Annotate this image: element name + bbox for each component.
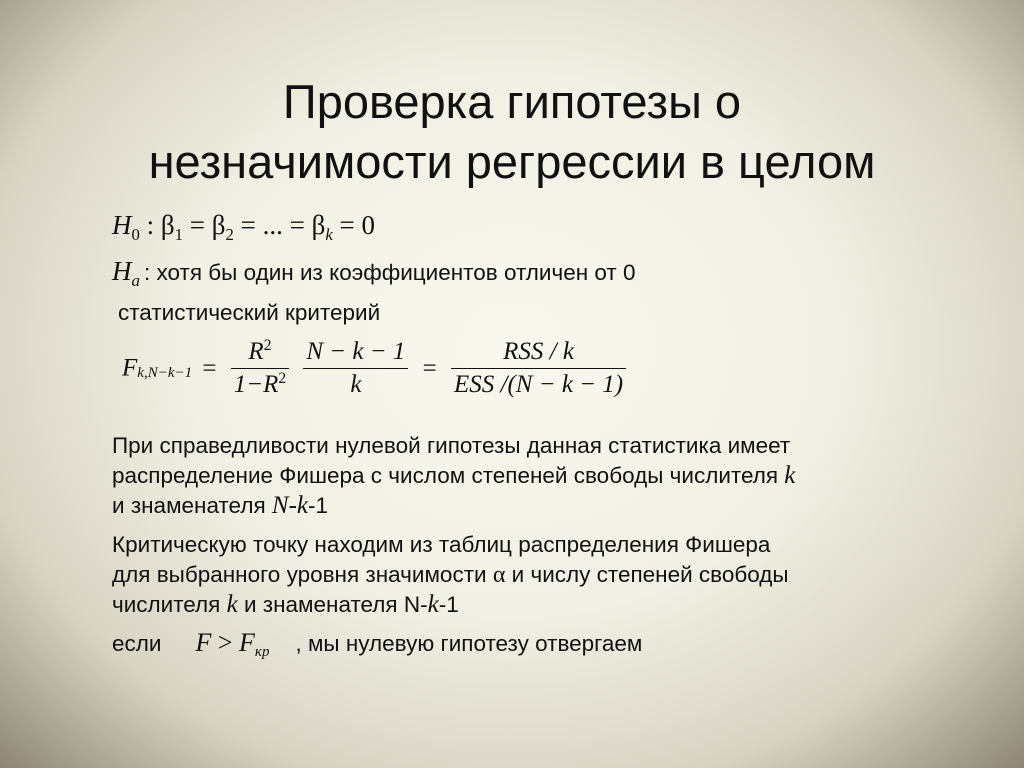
h0-beta-1: β xyxy=(160,210,175,240)
para2-k2: k xyxy=(427,591,439,618)
h0-beta-k: β xyxy=(311,210,326,240)
h0-eq-1: = xyxy=(183,210,212,240)
paragraph-fisher-distribution xyxy=(112,431,795,521)
para2-line-2-text: для выбранного уровня значимости xyxy=(112,562,493,587)
para1-k: k xyxy=(784,462,796,489)
frac3-den: ESS /(N − k − 1) xyxy=(454,371,624,398)
para1-line-3 xyxy=(112,491,795,521)
fraction-rss-ess xyxy=(451,338,626,399)
para2-line-2-end: и числу степеней свободы xyxy=(505,562,789,587)
f-equals-1: = xyxy=(202,354,217,382)
frac1-den: 1−R xyxy=(233,371,279,398)
h0-eq-2: = ... = xyxy=(233,210,312,240)
fraction-r-squared xyxy=(231,338,289,399)
para2-line-3-text: числителя xyxy=(112,592,227,617)
slide-title xyxy=(60,72,964,192)
condition-conclusion: , мы нулевую гипотезу отвергаем xyxy=(295,631,643,656)
para1-line-2-text: распределение Фишера с числом степеней свободы числителя xyxy=(112,463,785,488)
frac1-num-sup: 2 xyxy=(263,337,272,355)
f-equals-2: = xyxy=(422,354,437,382)
para2-minus-one: -1 xyxy=(438,592,459,617)
title-line-1: Проверка гипотезы о xyxy=(282,75,742,128)
frac1-num: R xyxy=(248,338,264,365)
frac2-den: k xyxy=(350,371,362,398)
condition-gt: > xyxy=(211,628,240,657)
frac1-den-sup: 2 xyxy=(278,370,287,388)
ha-subscript: a xyxy=(131,270,140,290)
para1-minus-one: -1 xyxy=(308,493,329,518)
h0-beta-2: β xyxy=(211,210,226,240)
para2-line-2 xyxy=(112,560,789,590)
ha-text: : хотя бы один из коэффициентов отличен от 0 xyxy=(144,260,636,285)
alternative-hypothesis xyxy=(112,256,636,290)
f-statistic-formula xyxy=(122,338,630,399)
frac3-num: RSS / k xyxy=(451,338,626,369)
h0-eq-zero: = 0 xyxy=(332,210,376,240)
frac2-num: N − k − 1 xyxy=(303,338,408,369)
alpha-symbol: α xyxy=(492,562,506,588)
para1-line-1: При справедливости нулевой гипотезы данная статистика имеет xyxy=(112,433,791,458)
null-hypothesis xyxy=(112,210,376,244)
h0-beta-1-sub: 1 xyxy=(174,224,184,244)
h0-symbol: H xyxy=(112,210,132,240)
ha-symbol: H xyxy=(112,256,132,286)
h0-colon: : xyxy=(146,210,155,240)
f-lhs-subscript: k,N−k−1 xyxy=(137,365,193,382)
h0-subscript: 0 xyxy=(131,224,140,244)
para2-k: k xyxy=(226,591,238,618)
para1-nk: N-k xyxy=(271,492,308,519)
para1-line-2 xyxy=(112,461,795,491)
if-label: если xyxy=(112,631,162,656)
para2-line-3-mid: и знаменателя N- xyxy=(237,592,428,617)
rejection-condition xyxy=(112,628,643,661)
paragraph-critical-point xyxy=(112,530,789,620)
para2-line-1: Критическую точку находим из таблиц распределения Фишера xyxy=(112,532,771,557)
para1-line-3-text: и знаменателя xyxy=(112,493,272,518)
h0-beta-k-sub: k xyxy=(325,224,333,244)
title-line-2: незначимости регрессии в целом xyxy=(148,135,876,188)
criterion-label: статистический критерий xyxy=(118,300,381,325)
fraction-degrees xyxy=(303,338,408,399)
h0-beta-2-sub: 2 xyxy=(225,224,234,244)
f-lhs: F xyxy=(122,354,138,382)
condition-f: F xyxy=(195,628,212,657)
condition-f-crit-sub: кр xyxy=(254,644,270,661)
para2-line-3 xyxy=(112,590,789,620)
condition-f-crit: F xyxy=(239,628,255,657)
